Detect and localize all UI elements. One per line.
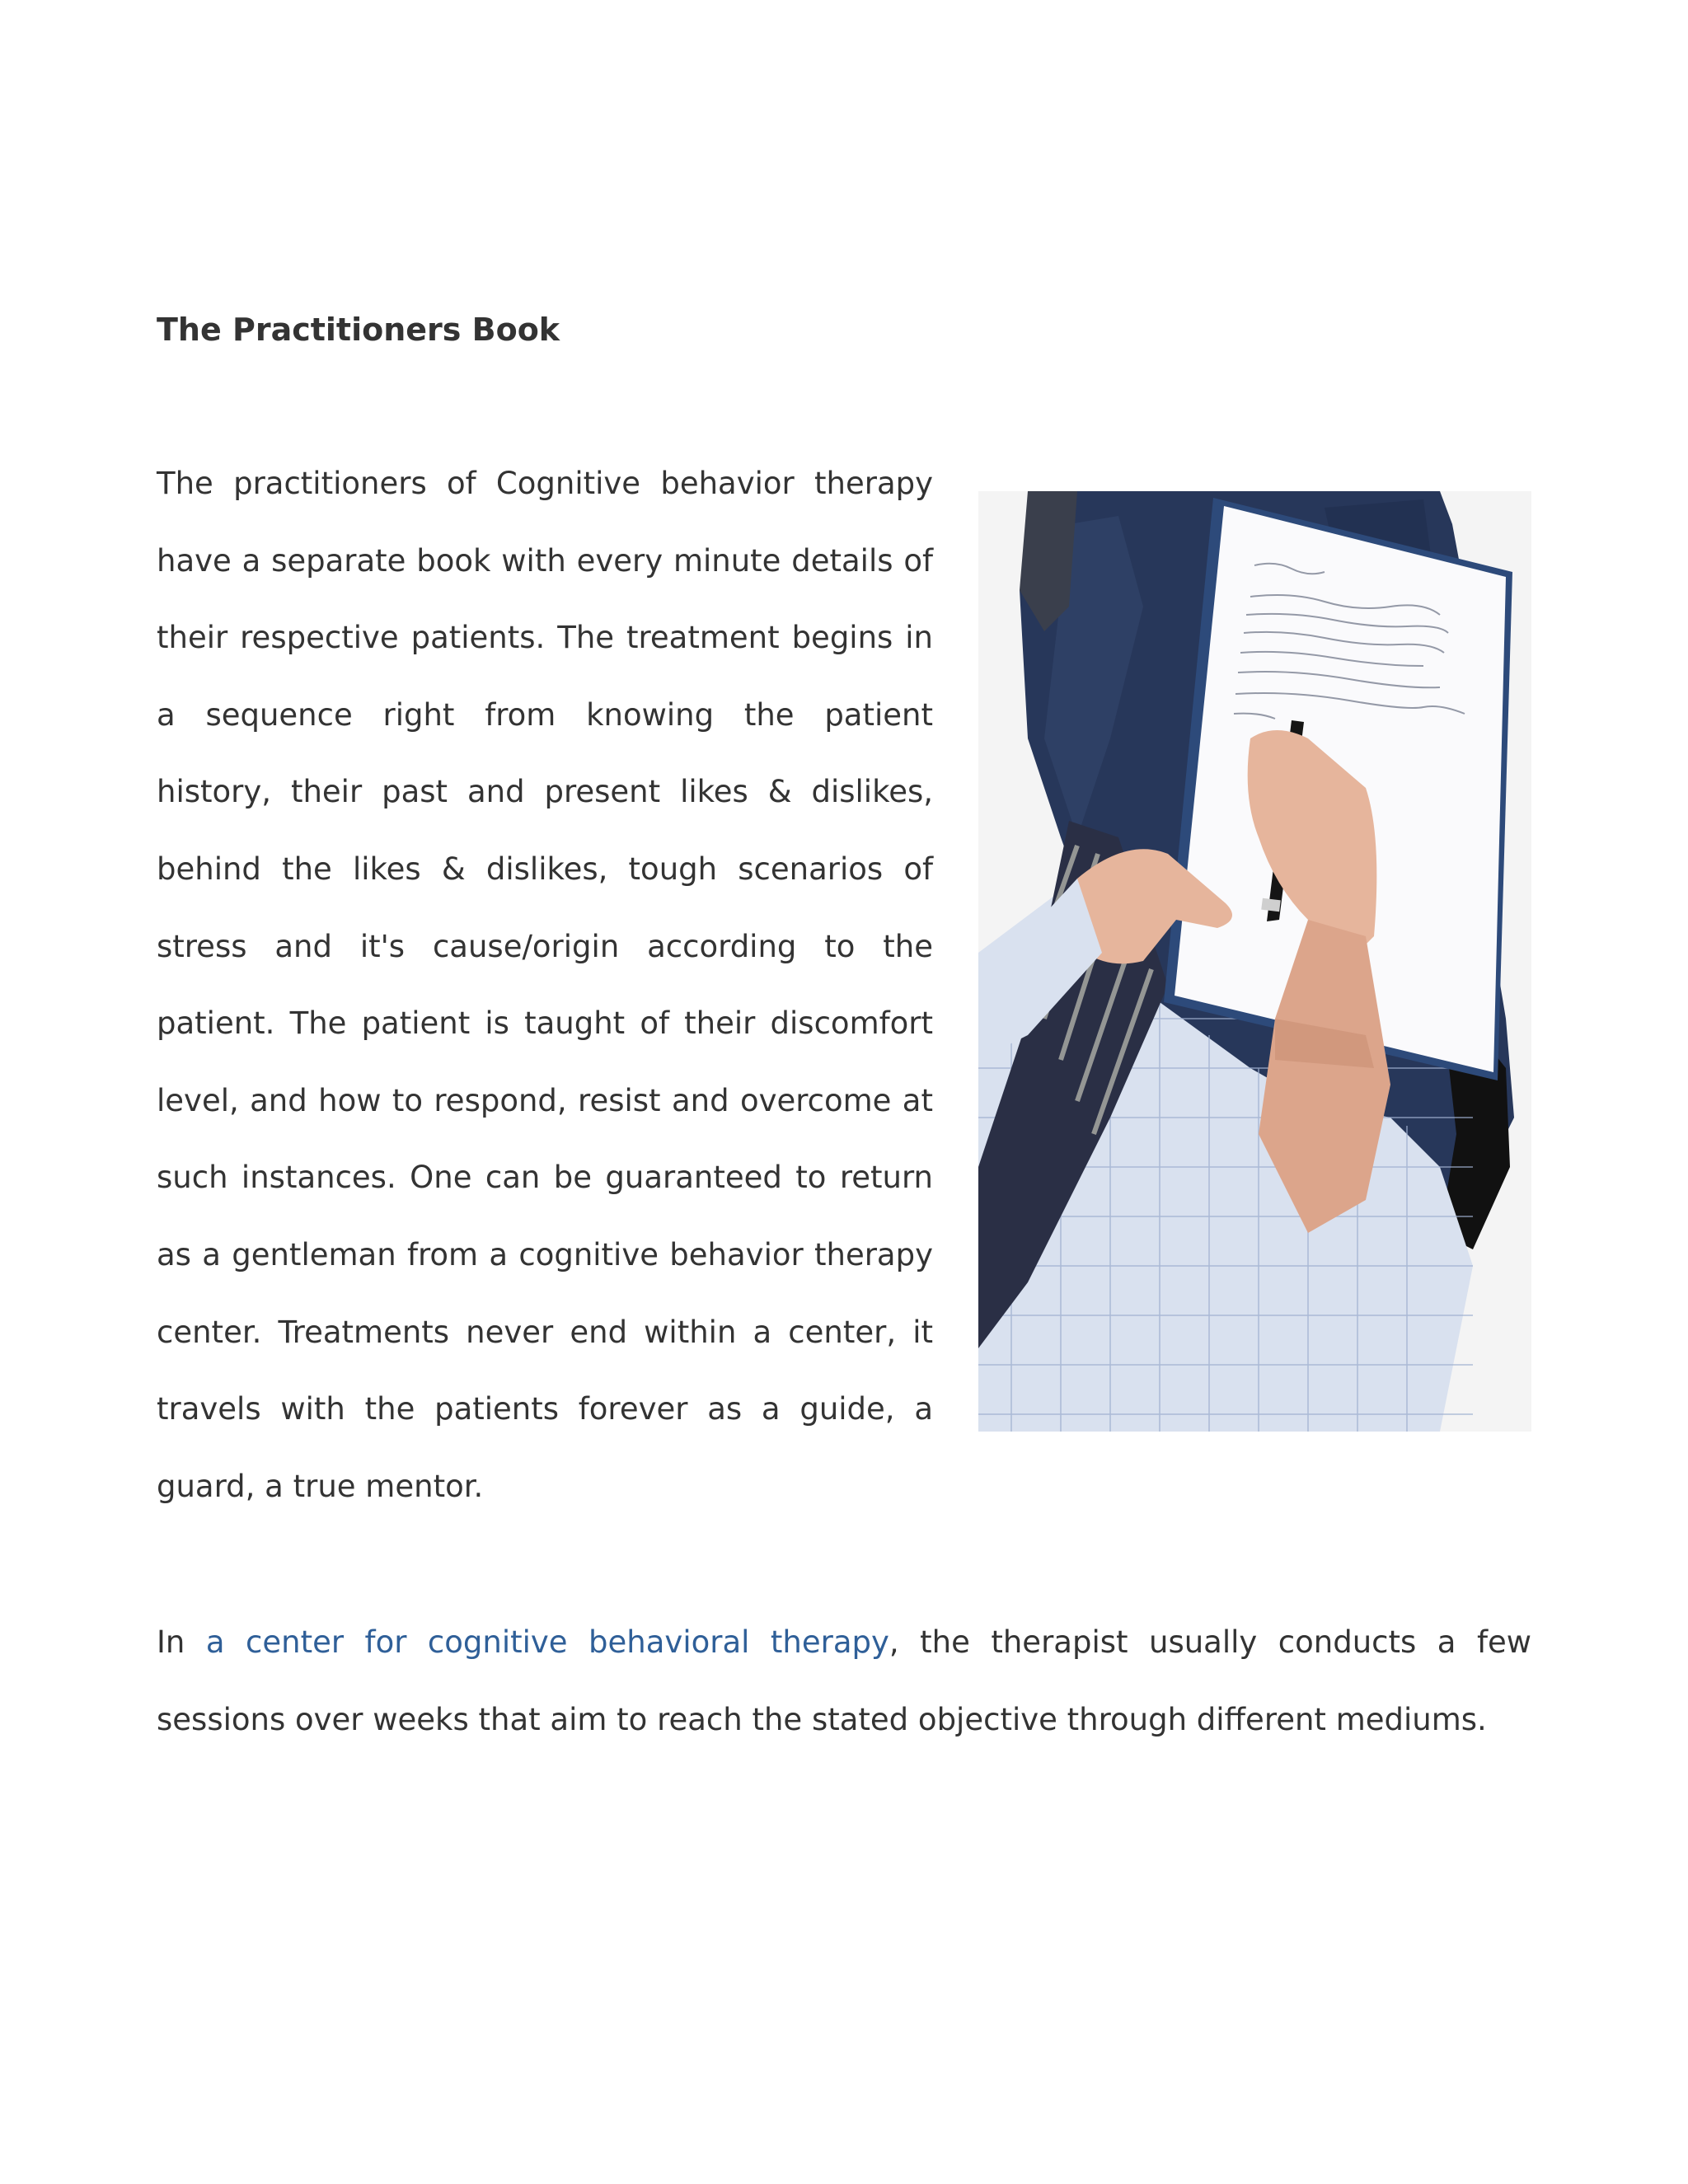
- therapist-writing-photo: [978, 491, 1531, 1432]
- paragraph2-prefix: In: [157, 1624, 206, 1660]
- cbt-center-link[interactable]: a center for cognitive behavioral therapy: [205, 1624, 889, 1660]
- document-page: [157, 0, 1531, 2184]
- paragraph2-suffix: , the therapist usually conducts a few sessions over weeks that aim to reach the stated objective through different mediums.: [157, 1624, 1531, 1737]
- section-heading: The Practitioners Book: [157, 312, 560, 348]
- paragraph-practitioners: The practitioners of Cognitive behavior therapy have a separate book with every minute details of their respective patients. The treatment begins in a sequence right from knowing the patient history, their past and present likes & dislikes, behind the likes & dislikes, tough scenarios of stress and it's cause/origin according to the patient. The patient is taught of their discomfort level, and how to respond, resist and overcome at such instances. One can be guaranteed to return as a gentleman from a cognitive behavior therapy center. Treatments never end within a center, it travels with the patients forever as a guide, a guard, a true mentor.: [157, 466, 933, 1504]
- therapist-writing-illustration: [978, 491, 1531, 1432]
- paragraph-center-sessions: [157, 1604, 1531, 1758]
